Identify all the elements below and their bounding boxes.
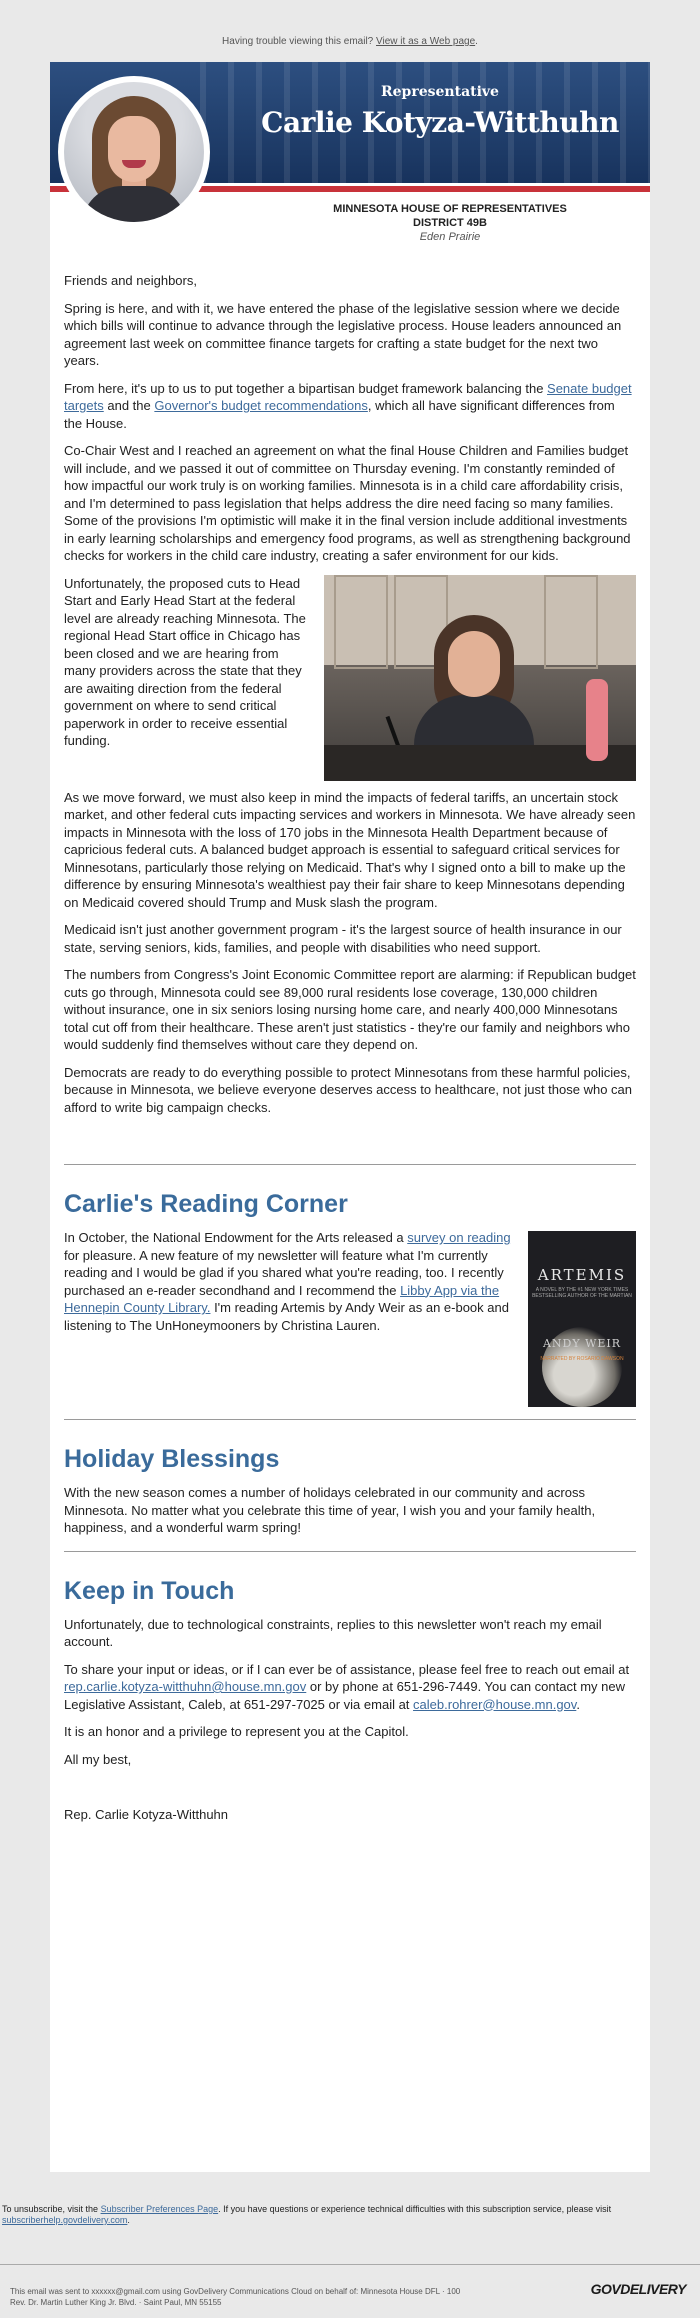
text-span: . If you have questions or experience technical difficulties with this subscription service, please visit <box>218 2204 612 2214</box>
book-cover-author: ANDY WEIR <box>542 1337 622 1350</box>
footer-divider <box>0 2264 700 2265</box>
spacer <box>64 1778 636 1806</box>
preheader <box>0 0 700 50</box>
district-label: DISTRICT 49B <box>413 217 487 229</box>
text-span: for pleasure. A new feature of my newsletter will feature what I'm currently reading and I would be glad if you shared what you're reading, too. I recently purchased an e-reader secondhand and I recommend the <box>64 1247 504 1298</box>
libby-app-link[interactable]: Libby App via the Hennepin County Library. <box>64 1282 500 1315</box>
greeting: Friends and neighbors, <box>64 273 197 288</box>
newsletter-card <box>50 62 650 2172</box>
text-span: From here, it's up to us to put together a bipartisan budget framework balancing the <box>64 380 548 396</box>
spacer <box>64 1420 636 1444</box>
paragraph-head-start: Unfortunately, the proposed cuts to Head Start and Early Head Start at the federal level are already reaching Minnesota. The regional Head Start office in Chicago has been closed and we are hearing from many providers across the state that they are awaiting direction from the federal government on where to send critical paperwork in order to receive essential funding. <box>64 575 306 748</box>
sent-info <box>10 2286 460 2308</box>
preheader-text: Having trouble viewing this email? <box>222 36 374 47</box>
newsletter-body <box>64 272 636 1834</box>
holiday-text: With the new season comes a number of holidays celebrated in our community and across Minnesota. No matter what you celebrate this time of year, I wish you and your family health, happiness, and a wonderful warm spring! <box>64 1485 596 1535</box>
paragraph-budget-framework <box>64 380 636 433</box>
sent-line: This email was sent to xxxxxx@gmail.com using GovDelivery Communications Cloud on behalf of: Minnesota House DFL · 100 <box>10 2287 461 2296</box>
paragraph-democrats: Democrats are ready to do everything possible to protect Minnesotans from these harmful policies, because in Minnesota, we believe everyone deserves access to healthcare, not just those who can afford to write big campaign checks. <box>64 1064 633 1115</box>
text-span: To unsubscribe, visit the <box>2 2204 101 2214</box>
title-label: Representative <box>381 84 499 100</box>
photo-panel <box>544 575 598 669</box>
district-info <box>250 202 650 244</box>
unsubscribe-text <box>0 2204 700 2226</box>
paragraph-jec-report: The numbers from Congress's Joint Economic Committee report are alarming: if Republican budget cuts go through, Minnesota could see 89,000 rural residents lose coverage, 130,000 children without insurance, one in six seniors losing nursing home care, and nearly 400,000 Minnesotans total cut off from their healthcare. These aren't just statistics - they're our family and neighbors who would suddenly find themselves without care they depend on. <box>64 967 636 1052</box>
assistant-email-link[interactable]: caleb.rohrer@house.mn.gov <box>413 1696 577 1712</box>
text-span: I'm reading Artemis by Andy Weir as an e-book and listening to The UnHoneymooners by Christina Lauren. <box>64 1300 509 1333</box>
text-span: , which all have significant differences from the House. <box>64 398 615 431</box>
view-web-page-link[interactable]: View it as a Web page <box>376 36 476 47</box>
reading-corner-heading: Carlie's Reading Corner <box>64 1190 348 1218</box>
spacer <box>64 1126 636 1164</box>
contact-constraints-text: Unfortunately, due to technological constraints, replies to this newsletter won't reach my email account. <box>64 1616 602 1649</box>
book-cover-narrator: NARRATED BY ROSARIO DAWSON <box>540 1356 624 1362</box>
avatar <box>58 76 210 228</box>
spacer <box>64 1552 636 1576</box>
holiday-blessings-heading: Holiday Blessings <box>64 1445 280 1473</box>
rep-email-link[interactable]: rep.carlie.kotyza-witthuhn@house.mn.gov <box>64 1679 307 1694</box>
senate-budget-targets-link[interactable]: Senate budget targets <box>64 380 632 413</box>
spacer <box>64 1165 636 1189</box>
subscriber-preferences-link[interactable]: Subscriber Preferences Page <box>100 2204 219 2214</box>
keep-in-touch-heading: Keep in Touch <box>64 1576 235 1605</box>
artemis-book-cover <box>528 1231 636 1407</box>
signature: Rep. Carlie Kotyza-Witthuhn <box>64 1807 229 1822</box>
text-span: . <box>576 1696 580 1712</box>
photo-panel <box>334 575 388 669</box>
paragraph-children-families: Co-Chair West and I reached an agreement on what the final House Children and Families budget will include, and we passed it out of committee on Thursday evening. I'm constantly reminded of how impactful our work truly is on working families. Minnesota is in a child care affordability crisis, and I'm determined to pass legislation that helps address the dire need facing so many families. Some of the provisions I'm optimistic will make it in the final version include additional investments in early learning scholarships and emergency food programs, as well as strengthening background checks for workers in the child care industry, creating a safer environment for our kids. <box>64 443 631 563</box>
text-span: In October, the National Endowment for the Arts released a <box>64 1230 408 1245</box>
chamber-label: MINNESOTA HOUSE OF REPRESENTATIVES <box>333 203 567 215</box>
photo-water-bottle <box>586 679 608 761</box>
govdelivery-logo[interactable]: GOVDELIVERY <box>590 2281 686 2297</box>
text-span: and the <box>103 398 155 413</box>
book-cover-title: ARTEMIS <box>537 1266 627 1284</box>
paragraph-spring: Spring is here, and with it, we have entered the phase of the legislative session where we decide which bills will continue to advance through the legislative process. House leaders announced an agreement last week on committee finance targets for crafting a state budget for the next two years. <box>64 300 622 368</box>
address-line: Rev. Dr. Martin Luther King Jr. Blvd. · Saint Paul, MN 55155 <box>10 2298 222 2307</box>
survey-on-reading-link[interactable]: survey on reading <box>407 1230 511 1245</box>
text-span: To share your input or ideas, or if I can ever be of assistance, please feel free to reach out email at <box>64 1661 630 1677</box>
portrait-photo <box>64 82 204 222</box>
portrait-face <box>108 116 160 182</box>
preheader-suffix: . <box>475 36 478 47</box>
book-cover-tagline: A NOVEL BY THE #1 NEW YORK TIMES BESTSELLING AUTHOR OF THE MARTIAN <box>532 1287 632 1299</box>
paragraph-medicaid: Medicaid isn't just another government program - it's the largest source of health insurance in our state, serving seniors, kids, families, and people with disabilities who need support. <box>64 922 622 955</box>
closing-text: All my best, <box>64 1751 132 1767</box>
city-label: Eden Prairie <box>419 231 481 243</box>
paragraph-federal-impacts: As we move forward, we must also keep in mind the impacts of federal tariffs, an uncertain stock market, and other federal cuts impacting services and workers in Minnesota. We have already seen impacts in Minnesota with the loss of 170 jobs in the Minnesota Health Department because of capricious federal cuts. A balanced budget approach is essential to safeguard critical services for Minnesotans, particularly those relying on Medicaid. That's why I signed onto a bill to make up the difference by ensuring Minnesota's wealthiest pay their fair share to keep Minnesotans depending on Medicaid covered should Trump and Musk slash the program. <box>64 789 636 910</box>
text-span: or by phone at 651-296-7449. You can contact my new Legislative Assistant, Caleb, at 651-297-7025 or via email at <box>64 1679 625 1712</box>
contact-info-text <box>64 1661 636 1714</box>
photo-face <box>448 631 500 697</box>
footer <box>0 2204 700 2307</box>
governor-budget-link[interactable]: Governor's budget recommendations <box>154 398 368 413</box>
text-span: . <box>127 2215 130 2225</box>
subscriber-help-link[interactable]: subscriberhelp.govdelivery.com <box>2 2215 128 2225</box>
committee-photo <box>324 575 636 781</box>
honor-text: It is an honor and a privilege to represent you at the Capitol. <box>64 1724 409 1739</box>
representative-name: Carlie Kotyza-Witthuhn <box>261 106 619 139</box>
